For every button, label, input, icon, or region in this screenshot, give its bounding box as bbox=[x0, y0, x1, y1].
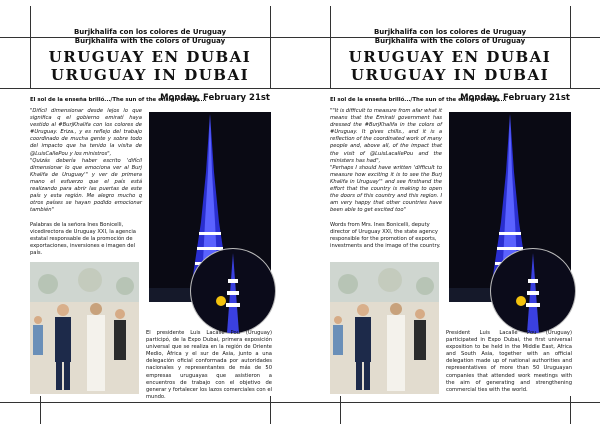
footer-left-rule bbox=[340, 396, 341, 424]
flag-tower-illustration bbox=[491, 249, 575, 333]
header-bottom-rule bbox=[300, 88, 600, 89]
kicker-english: Burjkhalifa with the colors of Uruguay bbox=[374, 37, 526, 45]
kicker-spanish: Burjkhalifa con los colores de Uruguay bbox=[373, 28, 527, 36]
headline-spanish: URUGUAY EN DUBAI bbox=[48, 48, 252, 66]
footer-left-rule bbox=[40, 396, 41, 424]
expo-delegation-photo bbox=[330, 262, 439, 394]
footer-rule bbox=[0, 402, 300, 403]
expo-delegation-photo bbox=[30, 262, 139, 394]
quote-paragraph-2: "Perhaps I should have written 'difficult to measure how exciting it is to see the Burj Khalifa in Uruguay'" and see firsthand the effort that the country is making to open the doors of this country and this region. I am very happy that other countries have been able to get excited too" bbox=[330, 164, 442, 214]
section-heading: El sol de la enseña brilló.../The sun of the ensign shone.... bbox=[330, 97, 507, 103]
issue-date: Monday, February 21st bbox=[160, 93, 270, 103]
headline-spanish: URUGUAY EN DUBAI bbox=[348, 48, 552, 66]
issue-date: Monday, February 21st bbox=[460, 93, 570, 103]
footer-right-rule bbox=[570, 396, 571, 424]
delegation-illustration bbox=[330, 262, 439, 394]
section-heading: El sol de la enseña brilló.../The sun of the ensign shone.... bbox=[30, 97, 207, 103]
headline-english: URUGUAY IN DUBAI bbox=[50, 66, 250, 84]
quote-block bbox=[30, 108, 142, 214]
quote-credit: Words from Mrs. Ines Bonicelli, deputy director of Uruguay XXI, the state agency responsible for the promotion of exports, investments and the image of the country. bbox=[330, 222, 441, 250]
delegation-illustration bbox=[30, 262, 139, 394]
headline-english: URUGUAY IN DUBAI bbox=[350, 66, 550, 84]
article-body: El presidente Luis Lacalle Pou (Uruguay) participó, de la Expo Dubai, primera exposición universal que se realiza en la región de Oriente Medio, África y el sur de Asia, junto a una delegación oficial conformada por autoridades nacionales y representantes de más de 50 empresas uruguayas que asistieron a encuentros de trabajo con el objetivo de generar y fortalecer los lazos comerciales con el mundo. bbox=[146, 330, 272, 400]
page-english bbox=[300, 0, 600, 424]
article-body: President Luis Lacalle Pou (Uruguay) participated in Expo Dubai, the first universal exposition to be held in the Middle East, Africa and South Asia, together with an official delegation made up of national authorities and representatives of more than 50 Uruguayan companies that attended work meetings with the aim of generating and strengthening commercial ties with the world. bbox=[446, 330, 572, 393]
footer-rule bbox=[300, 402, 600, 403]
kicker-english: Burjkhalifa with the colors of Uruguay bbox=[74, 37, 226, 45]
kicker-spanish: Burjkhalifa con los colores de Uruguay bbox=[73, 28, 227, 36]
quote-paragraph-1: "Difícil dimensionar desde lejos lo que significa q el gobierno emiratí haya vestido al #BurjKhalifa con los colores de #Uruguay. Eriza., y es reflejo del trabajo coordinado de mucha gente y sobre todo del impacto que ha tenido la visita de @LuisCallePou y los ministros", bbox=[30, 108, 142, 157]
flag-tower-illustration bbox=[191, 249, 275, 333]
quote-paragraph-2: "Quizás debería haber escrito 'difícil dimensionar lo que emociona ver al Burj Khalifa de Uruguay'" y ver de primera mano el esfuerzo que el país está realizando para abrir las puertas de este país y esta región. Me alegro mucho q otros países se hayan podido emocionar también" bbox=[30, 157, 142, 214]
uruguay-flag-inset bbox=[190, 248, 276, 334]
uruguay-flag-inset bbox=[490, 248, 576, 334]
header-bottom-rule bbox=[0, 88, 300, 89]
quote-credit: Palabras de la señora Ines Bonicelli, vicedirectora de Uruguay XXI, la agencia estatal responsable de la promoción de exportaciones, inversiones e imagen del país. bbox=[30, 222, 136, 257]
quote-block bbox=[330, 108, 442, 214]
quote-paragraph-1: ""It is difficult to measure from afar what it means that the Emirati government has dressed the #BurjKhalifa in the colors of #Uruguay. It gives chills., and it is a reflection of the coordinated work of many people and, above all, of the impact that the visit of @LuisLacallePou and the ministers has had", bbox=[330, 108, 442, 164]
